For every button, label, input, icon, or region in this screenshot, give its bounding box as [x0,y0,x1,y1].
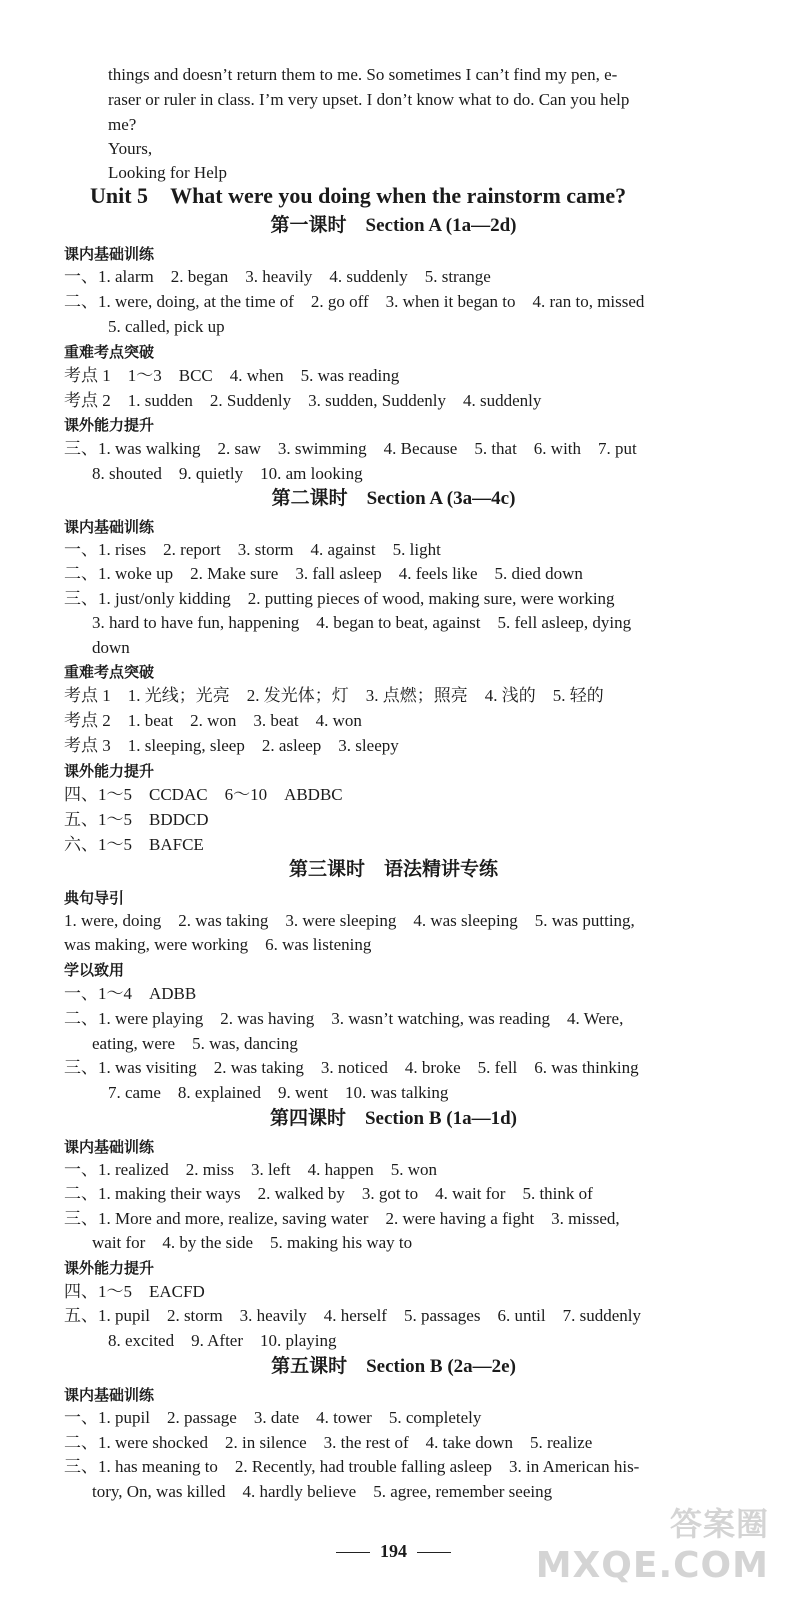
lesson-3-guide-heading: 典句导引 [64,889,125,907]
lesson-2-line: 六、1～5 BAFCE [64,835,204,854]
lesson-4-basic-heading: 课内基础训练 [64,1138,155,1156]
page-number-dash-left [336,1552,370,1553]
lesson-3-line: 7. came 8. explained 9. went 10. was talking [108,1083,449,1102]
lesson-2-line: 二、1. woke up 2. Make sure 3. fall asleep 4. feels like 5. died down [64,564,583,583]
watermark-top: 答案圈 [669,1505,769,1543]
lesson-2-line: 一、1. rises 2. report 3. storm 4. against 5. light [64,540,441,559]
lesson-2-title: 第二课时 Section A (3a—4c) [271,488,516,509]
page-number-dash-right [417,1552,451,1553]
letter-line-2: raser or ruler in class. I’m very upset. I don’t know what to do. Can you help [108,90,630,109]
letter-line-3: me? [108,115,137,134]
unit-title: What were you doing when the rainstorm came? [170,183,627,208]
lesson-2-line: 考点 1 1. 光线；光亮 2. 发光体；灯 3. 点燃；照亮 4. 浅的 5. 轻的 [64,686,604,705]
lesson-2-basic-heading: 课内基础训练 [64,518,155,536]
lesson-4-line: 五、1. pupil 2. storm 3. heavily 4. herself 5. passages 6. until 7. suddenly [64,1306,641,1325]
page-number-value: 194 [380,1541,407,1561]
lesson-5-title: 第五课时 Section B (2a—2e) [271,1356,516,1377]
lesson-5-line: 二、1. were shocked 2. in silence 3. the rest of 4. take down 5. realize [64,1433,593,1452]
lesson-1-line: 考点 1 1～3 BCC 4. when 5. was reading [64,366,400,385]
lesson-3-line: 1. were, doing 2. was taking 3. were sleeping 4. was sleeping 5. was putting, [64,911,635,930]
lesson-1-title: 第一课时 Section A (1a—2d) [270,215,517,236]
lesson-1-ext-heading: 课外能力提升 [64,416,155,434]
lesson-3-line: was making, were working 6. was listening [64,935,372,954]
lesson-1-key-heading: 重难考点突破 [64,343,155,361]
lesson-3-line: 二、1. were playing 2. was having 3. wasn’t watching, was reading 4. Were, [64,1009,624,1028]
unit-label: Unit 5 [90,183,149,208]
lesson-1-line: 5. called, pick up [108,317,225,336]
lesson-4-line: 三、1. More and more, realize, saving water 2. were having a fight 3. missed, [64,1209,620,1228]
lesson-2-line: 考点 2 1. beat 2. won 3. beat 4. won [64,711,362,730]
lesson-3-line: eating, were 5. was, dancing [92,1034,298,1053]
lesson-1-line: 一、1. alarm 2. began 3. heavily 4. suddenly 5. strange [64,267,491,286]
lesson-2-line: 三、1. just/only kidding 2. putting pieces of wood, making sure, were working [64,589,615,608]
lesson-2-line: 3. hard to have fun, happening 4. began to beat, against 5. fell asleep, dying [92,613,632,632]
lesson-2-line: 四、1～5 CCDAC 6～10 ABDBC [64,785,343,804]
letter-line-1: things and doesn’t return them to me. So sometimes I can’t find my pen, e- [108,65,618,84]
lesson-4-line: wait for 4. by the side 5. making his way to [92,1233,413,1252]
lesson-5-line: tory, On, was killed 4. hardly believe 5. agree, remember seeing [92,1482,553,1501]
lesson-3-line: 三、1. was visiting 2. was taking 3. noticed 4. broke 5. fell 6. was thinking [64,1058,639,1077]
lesson-5-line: 三、1. has meaning to 2. Recently, had trouble falling asleep 3. in American his- [64,1457,640,1476]
lesson-1-line: 8. shouted 9. quietly 10. am looking [92,464,363,483]
lesson-2-ext-heading: 课外能力提升 [64,762,155,780]
lesson-2-line: 五、1～5 BDDCD [64,810,209,829]
lesson-5-line: 一、1. pupil 2. passage 3. date 4. tower 5. completely [64,1408,482,1427]
lesson-4-line: 四、1～5 EACFD [64,1282,205,1301]
lesson-2-line: down [92,638,130,657]
lesson-1-line: 二、1. were, doing, at the time of 2. go off 3. when it began to 4. ran to, missed [64,292,645,311]
unit-heading [90,182,626,210]
lesson-2-key-heading: 重难考点突破 [64,663,155,681]
lesson-1-line: 三、1. was walking 2. saw 3. swimming 4. Because 5. that 6. with 7. put [64,439,637,458]
lesson-4-ext-heading: 课外能力提升 [64,1259,155,1277]
letter-closing: Yours, [108,139,153,158]
lesson-1-line: 考点 2 1. sudden 2. Suddenly 3. sudden, Suddenly 4. suddenly [64,391,542,410]
lesson-4-line: 8. excited 9. After 10. playing [108,1331,337,1350]
lesson-3-apply-heading: 学以致用 [64,961,125,979]
watermark-bottom: MXQE.COM [535,1545,769,1586]
lesson-4-title: 第四课时 Section B (1a—1d) [269,1108,517,1129]
lesson-3-title: 第三课时 语法精讲专练 [288,859,498,880]
lesson-3-line: 一、1～4 ADBB [64,984,197,1003]
lesson-5-basic-heading: 课内基础训练 [64,1386,155,1404]
lesson-1-basic-heading: 课内基础训练 [64,245,155,263]
lesson-4-line: 一、1. realized 2. miss 3. left 4. happen 5. won [64,1160,437,1179]
lesson-2-line: 考点 3 1. sleeping, sleep 2. asleep 3. sleepy [64,736,399,755]
letter-signature: Looking for Help [108,163,227,182]
lesson-4-line: 二、1. making their ways 2. walked by 3. got to 4. wait for 5. think of [64,1184,593,1203]
watermark [536,1499,769,1586]
